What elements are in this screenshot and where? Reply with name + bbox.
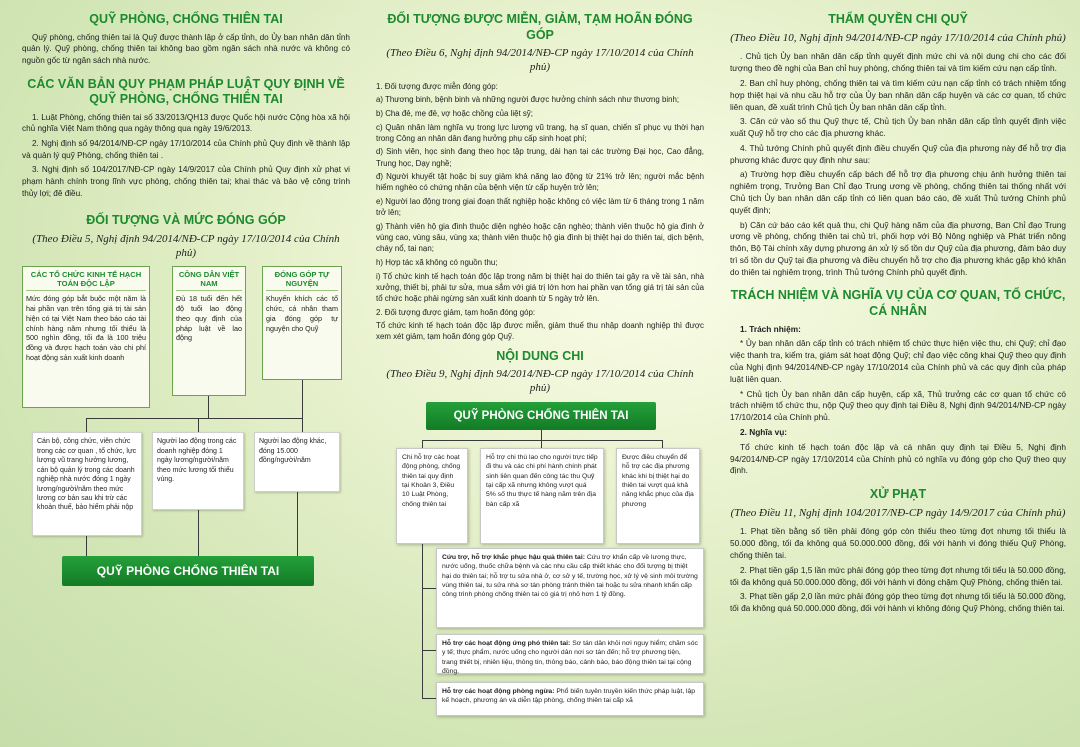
relief-recovery-label: Cứu trợ, hỗ trợ khắc phục hậu quả thiên tai: — [442, 553, 585, 561]
authority-item: a) Trường hợp điều chuyển cấp bách để hỗ trợ địa phương chịu ảnh hưởng thiên tai nghiêm trọng, Trưởng Ban Chỉ đạo Trung ương về phòng, chống thiên tai thống nhất với Chủ tịch Ủy ban nhân dân cấp tỉnh có liên quan báo cáo, đề xuất Thủ tướng Chính phủ quyết định; — [730, 169, 1066, 215]
box-enterprise-workers: Người lao động trong các doanh nghiệp đóng 1 ngày lương/người/năm theo mức lương tối thiểu vùng. — [152, 432, 244, 510]
box-support-activities: Chi hỗ trợ các hoạt động phòng, chống thiên tai quy định tại Khoản 3, Điều 10 Luật Phòng, chống thiên tai — [396, 448, 468, 544]
box-voluntary-text: Khuyến khích các tổ chức, cá nhân tham gia đóng góp tự nguyện cho Quỹ — [266, 294, 338, 333]
connector-line — [662, 440, 663, 448]
section-title-responsibility: TRÁCH NHIỆM VÀ NGHĨA VỤ CỦA CƠ QUAN, TỔ CHỨC, CÁ NHÂN — [730, 288, 1066, 319]
response-label: Hỗ trợ các hoạt động ứng phó thiên tai: — [442, 639, 571, 647]
box-economic-org-text: Mức đóng góp bắt buộc một năm là hai phần vạn trên tổng giá trị tài sản hiện có tại Việt Nam theo báo cáo tài chính hàng năm nhưng tối thiểu là 500 nghìn đồng, tối đa là 100 triệu đồng và được hạch toán vào chi phí hoạt động sản xuất kinh doanh — [26, 294, 146, 362]
box-economic-org-heading: CÁC TỔ CHỨC KINH TẾ HẠCH TOÁN ĐỘC LẬP — [26, 270, 146, 291]
box-response — [436, 634, 704, 674]
section-title-fund: QUỸ PHÒNG, CHỐNG THIÊN TAI — [89, 12, 283, 26]
column-middle — [362, 0, 714, 747]
connector-line — [422, 698, 436, 699]
legal-doc-item: 2. Nghị định số 94/2014/NĐ-CP ngày 17/10/2014 của Chính phủ Quy định về thành lập và quản lý quỹ Phòng, chống thiên tai . — [22, 139, 350, 160]
connector-line — [302, 418, 303, 432]
box-voluntary — [262, 266, 342, 380]
box-other-workers: Người lao động khác, đóng 15.000 đồng/người/năm — [254, 432, 340, 492]
section-title-authority: THẨM QUYỀN CHI QUỸ — [828, 12, 968, 26]
exemption-item: b) Cha đẻ, mẹ đẻ, vợ hoặc chồng của liệt sỹ; — [376, 108, 533, 118]
legal-doc-item: 3. Nghị định số 104/2017/NĐ-CP ngày 14/9/2017 của Chính phủ Quy định xử phạt vi phạm hành chính trong lĩnh vực phòng, chống thiên tai; khai thác và bảo vệ công trình thủy lợi; đê điều. — [22, 165, 350, 198]
obligation-item: Tổ chức kinh tế hạch toán độc lập và cá nhân quy định tại Điều 5, Nghị định 94/2014/NĐ-CP ngày 17/10/2014 của Chính phủ có nghĩa vụ đóng góp cho Quỹ theo quy định. — [730, 441, 1066, 476]
connector-line — [297, 492, 298, 556]
connector-line — [422, 544, 423, 698]
box-citizen — [172, 266, 246, 396]
box-officials: Cán bộ, công chức, viên chức trong các cơ quan , tổ chức, lực lượng vũ trang hưởng lương, cán bộ quản lý trong các doanh nghiệp nhà nước đóng 1 ngày lương/người/năm theo mức lương cơ bản sau khi trừ các khoản thuế, bảo hiểm phải nộp — [32, 432, 142, 536]
box-citizen-heading: CÔNG DÂN VIỆT NAM — [176, 270, 242, 291]
box-economic-org — [22, 266, 150, 408]
exemption-item: 1. Đối tượng được miễn đóng góp: — [376, 81, 498, 91]
responsibility-heading: 1. Trách nhiệm: — [740, 323, 801, 334]
penalty-item: 3. Phạt tiền gấp 2,0 lần mức phải đóng góp theo từng đợt nhưng tối tiểu là 50.000 đồng, tối đa không quá 50.000.000 đồng, đối với hành vi không đóng Quỹ Phòng, chống thiên tai. — [730, 591, 1066, 614]
exemption-item: g) Thành viên hộ gia đình thuộc diện nghèo hoặc cận nghèo; thành viên thuộc hộ gia đình ở vùng cao, vùng sâu, vùng xa; thành viên thuộc hộ gia đình bị thiệt hại do thiên tai, dịch bệnh, cháy nổ, tai nạn; — [376, 221, 704, 254]
fund-bar-top: QUỸ PHÒNG CHỐNG THIÊN TAI — [426, 402, 656, 430]
connector-line — [302, 380, 303, 418]
authority-item: 3. Căn cứ vào số thu Quỹ thực tế, Chủ tịch Ủy ban nhân dân cấp tỉnh quyết định việc xuất Quỹ hỗ trợ cho các địa phương khác. — [730, 116, 1066, 139]
connector-line — [198, 418, 199, 432]
box-prevention — [436, 682, 704, 716]
section-subtitle-exemptions: (Theo Điều 6, Nghị định 94/2014/NĐ-CP ngày 17/10/2014 của Chính phủ) — [386, 47, 694, 73]
contribution-diagram — [22, 266, 350, 606]
connector-line — [422, 440, 423, 448]
column-right — [714, 0, 1080, 747]
obligation-heading: 2. Nghĩa vụ: — [740, 426, 788, 437]
authority-item: . Chủ tịch Ủy ban nhân dân cấp tỉnh quyết định mức chi và nội dung chi cho các đối tượng theo đề nghị của Ban chỉ huy phòng, chống thiên tai và tìm kiếm cứu nạn cấp tỉnh. — [730, 51, 1066, 74]
connector-line — [541, 440, 542, 448]
exemption-item: đ) Người khuyết tật hoặc bị suy giảm khả năng lao động từ 21% trở lên; người mắc bệnh hiểm nghèo có chứng nhận của bệnh viện từ cấp huyện trở lên; — [376, 172, 704, 193]
section-subtitle-penalties: (Theo Điều 11, Nghị định 104/2017/NĐ-CP ngày 14/9/2017 của Chính phủ) — [730, 506, 1066, 519]
exemption-item: 2. Đối tượng được giảm, tạm hoãn đóng góp: — [376, 307, 536, 317]
authority-item: 4. Thủ tướng Chính phủ quyết định điều chuyển Quỹ của địa phương này để hỗ trợ địa phương khác được quy định như sau: — [730, 142, 1066, 165]
fund-bar-bottom: QUỸ PHÒNG CHỐNG THIÊN TAI — [62, 556, 314, 586]
section-subtitle-contributors: (Theo Điều 5, Nghị định 94/2014/NĐ-CP ngày 17/10/2014 của Chính phủ) — [32, 232, 340, 259]
section-subtitle-authority: (Theo Điều 10, Nghị định 94/2014/NĐ-CP ngày 17/10/2014 của Chính phủ) — [730, 31, 1066, 44]
exemption-list — [376, 81, 704, 343]
connector-line — [198, 510, 199, 556]
prevention-label: Hỗ trợ các hoạt động phòng ngừa: — [442, 687, 555, 695]
prevention-text: Phổ biến tuyên truyền kiến thức pháp luật, lập kế hoạch, phương án và diễn tập phòng, chống thiên tai cấp xã — [442, 687, 696, 705]
exemption-item: h) Hợp tác xã không có nguồn thu; — [376, 257, 498, 267]
section-title-exemptions: ĐỐI TƯỢNG ĐƯỢC MIỄN, GIẢM, TẠM HOÃN ĐÓNG GÓP — [387, 12, 693, 42]
section-subtitle-expenditure: (Theo Điều 9, Nghị định 94/2014/NĐ-CP ngày 17/10/2014 của Chính phủ) — [386, 368, 694, 395]
box-transfer-support: Được điều chuyển để hỗ trợ các địa phương khác khi bị thiệt hại do thiên tai vượt quá khả năng khắc phục của địa phương — [616, 448, 700, 544]
fund-description: Quỹ phòng, chống thiên tai là Quỹ được thành lập ở cấp tỉnh, do Ủy ban nhân dân tỉnh quản lý. Quỹ phòng, chống thiên tai không bao gồm ngân sách nhà nước và không có nguồn gốc từ ngân sách nhà nước. — [22, 32, 350, 65]
connector-line — [422, 588, 436, 589]
legal-doc-item: 1. Luật Phòng, chống thiên tai số 33/2013/QH13 được Quốc hội nước Cộng hòa xã hội chủ nghĩa Việt Nam thông qua ngày thông qua ngày 19/6/2013. — [22, 112, 350, 134]
connector-line — [86, 418, 302, 419]
exemption-item: c) Quân nhân làm nghĩa vụ trong lực lượng vũ trang, hạ sĩ quan, chiến sĩ phục vụ thời hạn trong Công an nhân dân đang hưởng phụ cấp sinh hoạt phí; — [376, 122, 704, 143]
section-title-expenditure: NỘI DUNG CHI — [496, 348, 584, 363]
connector-line — [422, 440, 662, 441]
responsibility-item: * Ủy ban nhân dân cấp tỉnh có trách nhiệm tổ chức thực hiện việc thu, chi Quỹ; chỉ đạo việc thanh tra, kiểm tra, giám sát hoạt động Quỹ; chỉ đạo việc công khai Quỹ theo quy định của Nghị định 94/2014/NĐ-CP ngày 17/10/2014 của Chính phủ và các quy định của pháp luật liên quan. — [730, 338, 1066, 384]
relief-recovery-text: Cứu trợ khẩn cấp về lương thực, nước uống, thuốc chữa bệnh và các nhu cầu cấp thiết khác cho đối tượng bị thiệt hại do thiên tai; hỗ trợ tu sửa nhà ở, cơ sở y tế, trường học, xử lý vệ sinh môi trường vùng thiên tai, tu sửa nhà sơ tán phòng tránh thiên tai hoặc tu sửa nhanh khẩn cấp công trình phòng chống thiên tai có giá trị nhỏ hơn 1 tỷ đồng. — [442, 553, 698, 599]
box-voluntary-heading: ĐÓNG GÓP TỰ NGUYỆN — [266, 270, 338, 291]
penalty-item: 2. Phạt tiền gấp 1,5 lần mức phải đóng góp theo từng đợt nhưng tối tiểu là 50.000 đồng, tối đa không quá 50.000.000 đồng, đối với hành vi đóng chậm Quỹ Phòng, chống thiên tai. — [730, 564, 1066, 587]
box-citizen-text: Đủ 18 tuổi đến hết độ tuổi lao động theo quy định của pháp luật về lao động — [176, 294, 242, 343]
section-title-legal-docs: CÁC VĂN BẢN QUY PHẠM PHÁP LUẬT QUY ĐỊNH VỀ QUỸ PHÒNG, CHỐNG THIÊN TAI — [27, 76, 345, 107]
authority-item: b) Căn cứ báo cáo kết quả thu, chi Quỹ hàng năm của địa phương, Ban Chỉ đạo Trung ương về phòng, chống thiên tai chủ trì, phối hợp với Bộ Nông nghiệp và Phát triển nông thôn, Bộ Tài chính xây dựng phương án xử lý số tồn dư Quỹ của địa phương, đảm bảo duy trì số tồn dư Quỹ tại địa phương và điều chuyển hỗ trợ cho địa phương khác gặp khó khăn do thiên tai nghiêm trọng, trình Thủ tướng Chính phủ quyết định. — [730, 219, 1067, 277]
exemption-item: e) Người lao động trong giai đoạn thất nghiệp hoặc không có việc làm từ 6 tháng trong 1 năm trở lên; — [376, 197, 704, 218]
exemption-item: i) Tổ chức kinh tế hạch toán độc lập trong năm bị thiệt hại do thiên tai gây ra về tài sản, nhà xưởng, thiết bị, phải tư sửa, mua sắm với giá trị lớn hơn hai phần vạn tổng giá trị tài sản của tổ chức hoặc phải ngừng sản xuất kinh doanh từ 5 ngày trở lên. — [376, 271, 704, 303]
connector-line — [208, 396, 209, 418]
penalty-item: 1. Phạt tiền bằng số tiền phải đóng góp còn thiếu theo từng đợt nhưng tối thiểu là 50.000 đồng, tối đa không quá 50.000.000 đồng, đối với hành vi đóng thiếu Quỹ Phòng, chống thiên tai. — [730, 526, 1066, 560]
connector-line — [86, 418, 87, 432]
responsibility-item: * Chủ tịch Ủy ban nhân dân cấp huyện, cấp xã, Thủ trưởng các cơ quan tổ chức có trách nhiệm tổ chức thu, nộp Quỹ theo quy định tại Điều 8, Nghị định 94/2014/NĐ-CP ngày 17/10/2014 của Chính phủ. — [730, 388, 1066, 423]
exemption-item: Tổ chức kinh tế hạch toán độc lập được miễn, giảm thuế thu nhập doanh nghiệp thì được xem xét giảm, tạm hoãn đóng góp Quỹ. — [376, 321, 704, 342]
column-left — [0, 0, 362, 747]
expenditure-diagram — [376, 402, 704, 722]
section-title-penalties: XỬ PHẠT — [869, 487, 927, 502]
response-text: Sơ tán dân khỏi nơi nguy hiểm; chăm sóc y tế; thực phẩm, nước uống cho người dân nơi sơ tán đến; hỗ trợ phương tiện, trang thiết bị, nhiên liệu, thông tin, thông báo, cảnh báo, báo động thiên tai tại cộng đồng. — [442, 639, 698, 675]
box-relief-recovery — [436, 548, 704, 628]
connector-line — [541, 430, 542, 440]
authority-item: 2. Ban chỉ huy phòng, chống thiên tai và tìm kiếm cứu nạn cấp tỉnh có trách nhiệm tổng hợp thiệt hại và nhu cầu hỗ trợ của Ủy ban nhân dân cấp huyện và các cơ quan, tổ chức liên quan, đề xuất trình Chủ tịch Ủy ban nhân dân cấp tỉnh. — [730, 77, 1066, 112]
box-collector-remuneration: Hỗ trợ chi thù lao cho người trực tiếp đi thu và các chi phí hành chính phát sinh liên quan đến công tác thu Quỹ tại cấp xã nhưng không vượt quá 5% số thu thực tế hàng năm trên địa bàn cấp xã — [480, 448, 604, 544]
connector-line — [422, 650, 436, 651]
exemption-item: d) Sinh viên, học sinh đang theo học tập trung, dài hạn tại các trường Đại học, Cao đẳng, Trung học, Dạy nghề; — [376, 147, 704, 168]
section-title-contributors: ĐỐI TƯỢNG VÀ MỨC ĐÓNG GÓP — [86, 213, 286, 228]
exemption-item: a) Thương binh, bệnh binh và những người được hưởng chính sách như thương binh; — [376, 95, 680, 105]
connector-line — [86, 536, 87, 556]
